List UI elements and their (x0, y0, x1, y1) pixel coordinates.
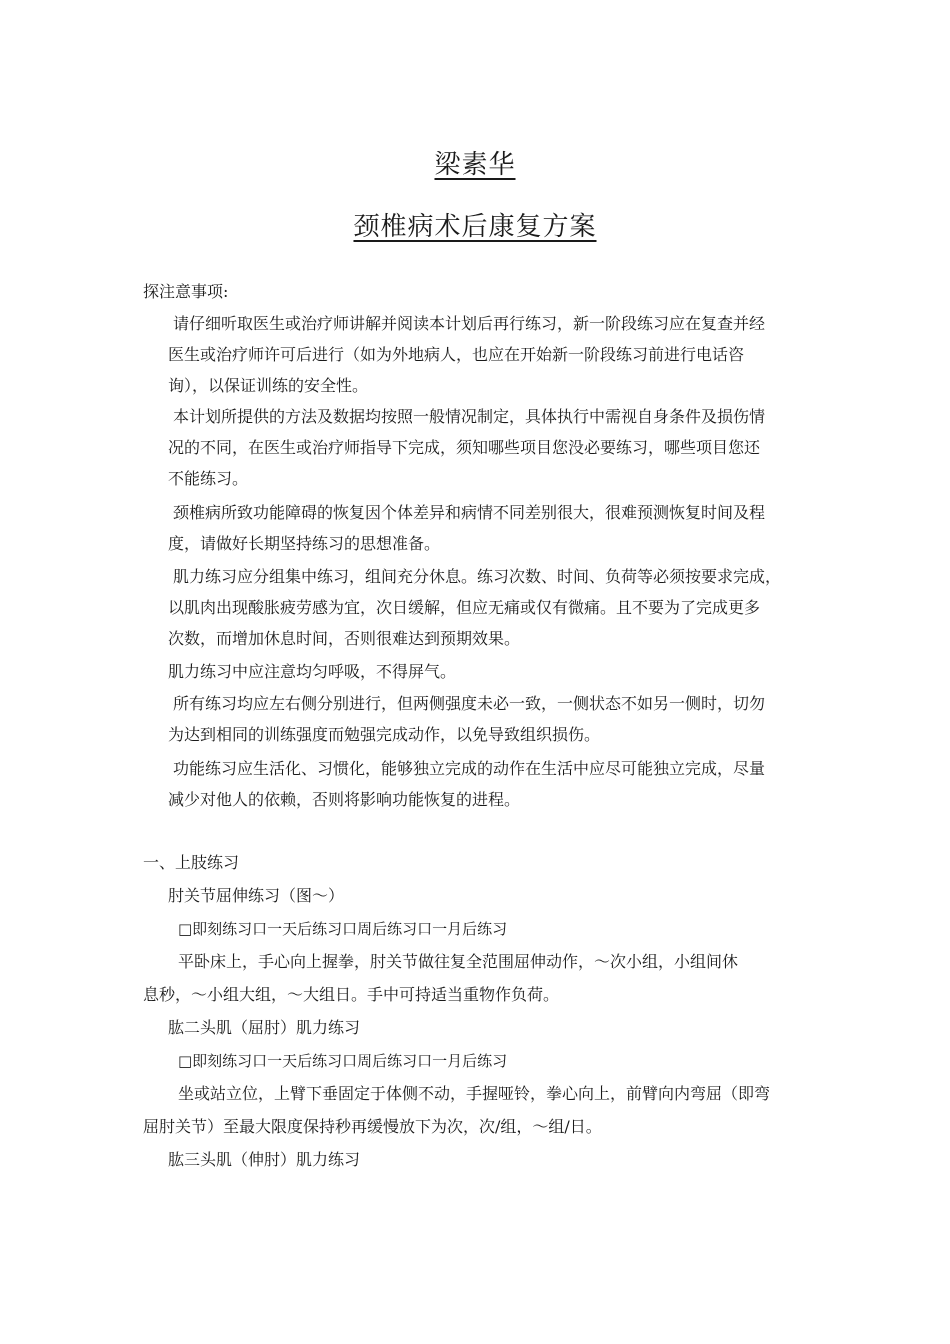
notes-line: 减少对他人的依赖，否则将影响功能恢复的进程。 (168, 790, 521, 809)
exercise-title: 肱三头肌（伸肘）肌力练习 (168, 1150, 361, 1169)
exercise-description: 平卧床上，手心向上握拳，肘关节做往复全范围屈伸动作，〜次小组，小组间休 (178, 952, 739, 971)
exercise-description: 屈肘关节）至最大限度保持秒再缓慢放下为次，次/组，〜组/日。 (143, 1117, 602, 1136)
schedule-checkboxes: □即刻练习口一天后练习口周后练习口一月后练习 (178, 1052, 508, 1070)
notes-line: 况的不同，在医生或治疗师指导下完成，须知哪些项目您没必要练习，哪些项目您还 (168, 438, 761, 457)
notes-line: 度，请做好长期坚持练习的思想准备。 (168, 534, 441, 553)
notes-line: 医生或治疗师许可后进行（如为外地病人，也应在开始新一阶段练习前进行电话咨 (168, 345, 745, 364)
notes-line: 功能练习应生活化、习惯化，能够独立完成的动作在生活中应尽可能独立完成，尽量 (173, 759, 766, 778)
notes-line: 请仔细听取医生或治疗师讲解并阅读本计划后再行练习，新一阶段练习应在复查并经 (173, 314, 766, 333)
document-title: 颈椎病术后康复方案 (353, 212, 597, 242)
notes-line: 所有练习均应左右侧分别进行，但两侧强度未必一致，一侧状态不如另一侧时，切勿 (173, 694, 766, 713)
author-name: 梁素华 (434, 150, 516, 180)
notes-heading: 探注意事项: (143, 282, 229, 301)
notes-line: 本计划所提供的方法及数据均按照一般情况制定，具体执行中需视自身条件及损伤情 (173, 407, 766, 426)
notes-line: 肌力练习中应注意均匀呼吸，不得屏气。 (168, 662, 457, 681)
notes-line: 颈椎病所致功能障碍的恢复因个体差异和病情不同差别很大，很难预测恢复时间及程 (173, 503, 766, 522)
notes-line: 次数，而增加休息时间，否则很难达到预期效果。 (168, 629, 521, 648)
section-heading: 一、上肢练习 (143, 853, 240, 872)
notes-line: 肌力练习应分组集中练习，组间充分休息。练习次数、时间、负荷等必须按要求完成， (173, 567, 782, 586)
notes-line: 以肌肉出现酸胀疲劳感为宜，次日缓解，但应无痛或仅有微痛。且不要为了完成更多 (168, 598, 761, 617)
exercise-title: 肱二头肌（屈肘）肌力练习 (168, 1018, 361, 1037)
schedule-checkboxes: □即刻练习口一天后练习口周后练习口一月后练习 (178, 920, 508, 938)
notes-line: 为达到相同的训练强度而勉强完成动作，以免导致组织损伤。 (168, 725, 601, 744)
exercise-description: 息秒，〜小组大组，〜大组日。手中可持适当重物作负荷。 (143, 985, 560, 1004)
notes-line: 询），以保证训练的安全性。 (168, 376, 369, 395)
notes-line: 不能练习。 (168, 469, 249, 488)
exercise-description: 坐或站立位，上臂下垂固定于体侧不动，手握哑铃，拳心向上，前臂向内弯屈（即弯 (178, 1084, 771, 1103)
exercise-title: 肘关节屈伸练习（图〜） (168, 886, 345, 905)
